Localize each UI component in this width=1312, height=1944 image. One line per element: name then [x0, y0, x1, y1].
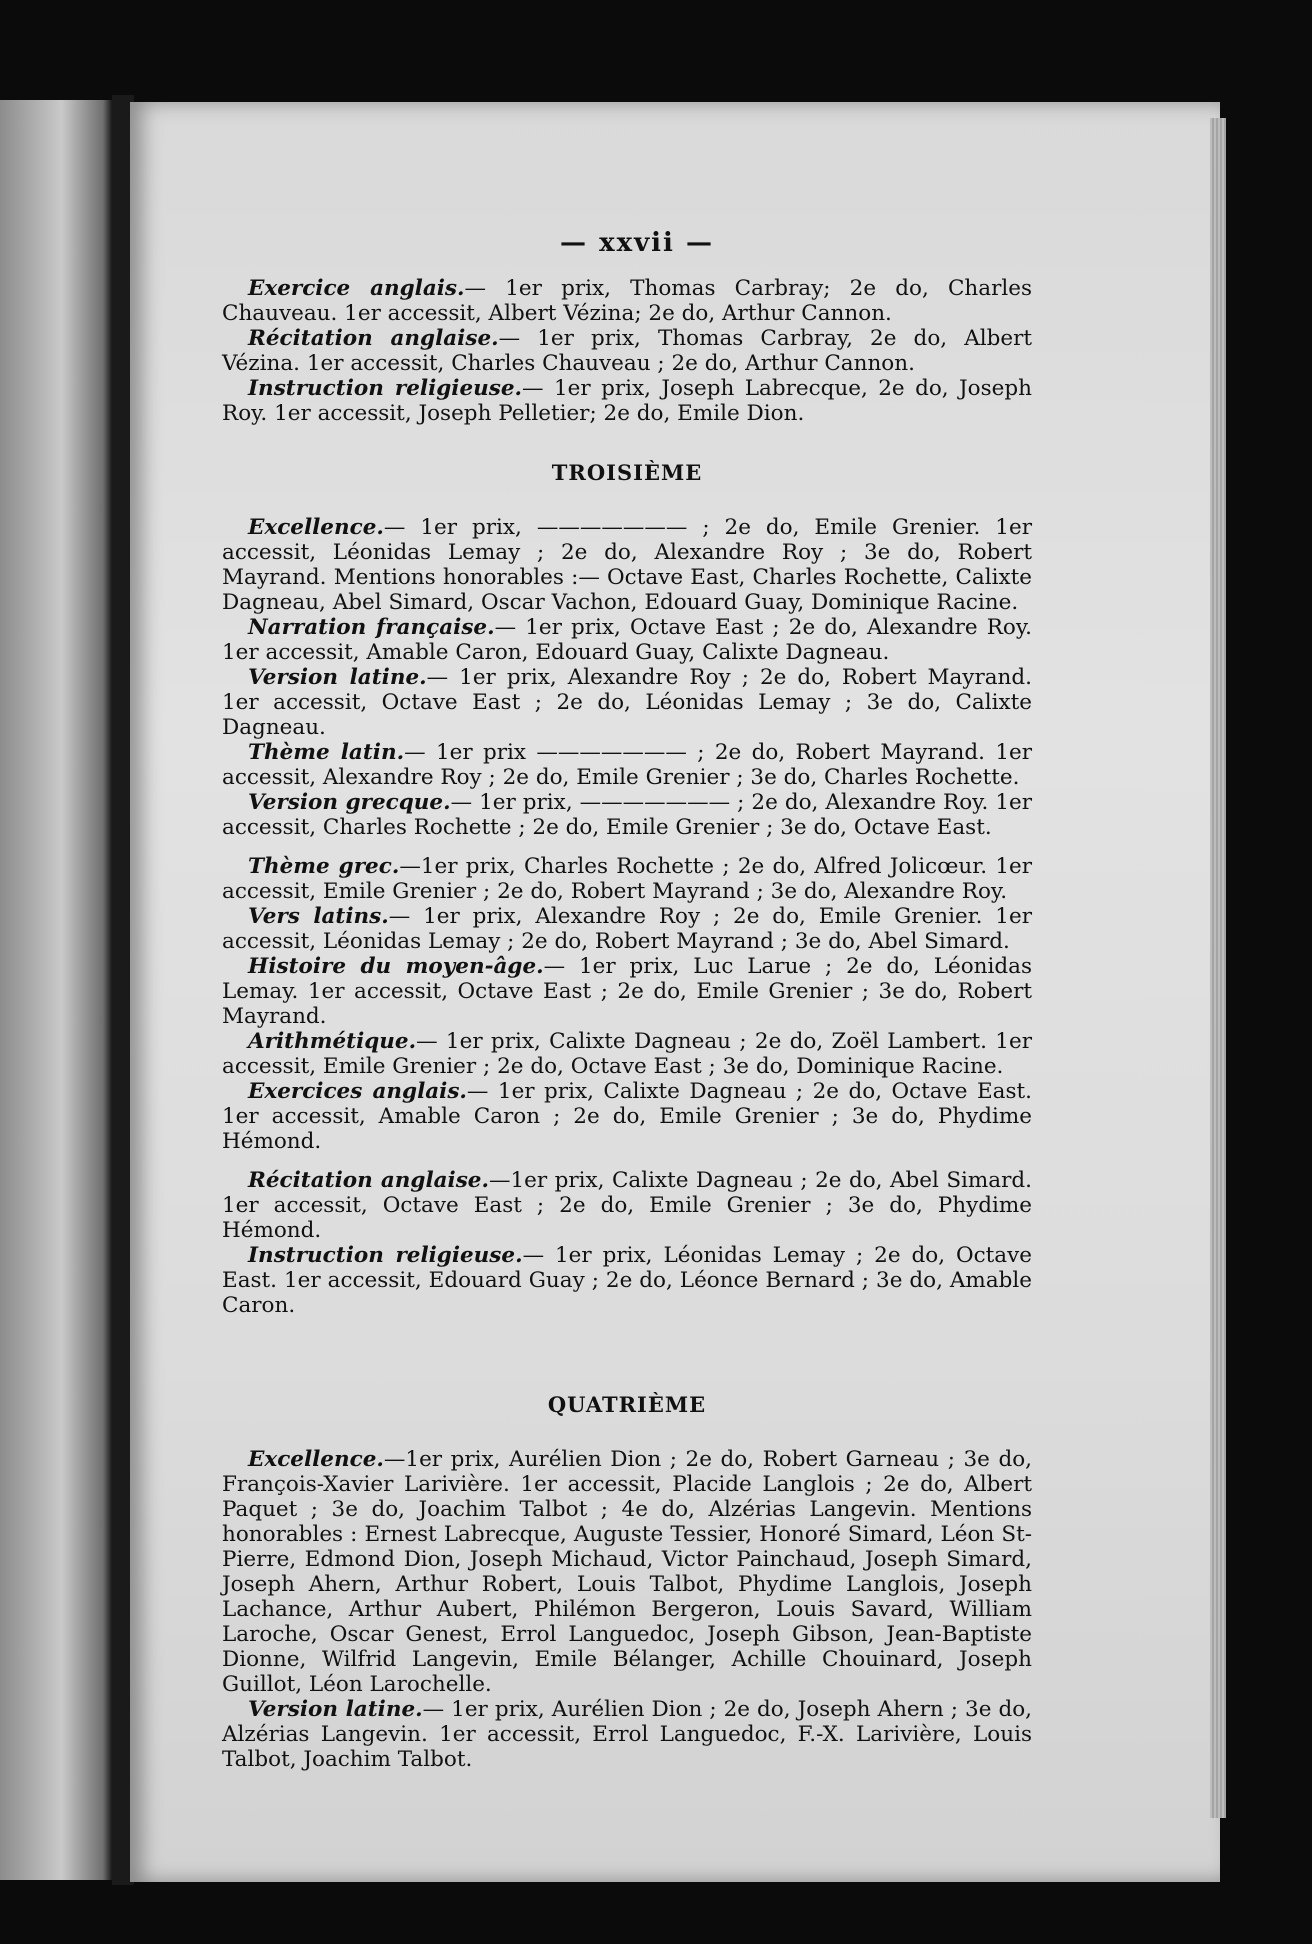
subject-label: Histoire du moyen-âge. — [248, 954, 544, 979]
prize-text: —1er prix, Calixte Dagneau ; 2e do, Abel Simard. 1er accessit, Octave East ; 2e do, Emile Grenier ; 3e do, Phydime Hémond. — [222, 1168, 1032, 1243]
subject-label: Thème grec. — [248, 854, 400, 879]
prize-entry — [222, 276, 1032, 326]
prize-entry — [222, 854, 1032, 904]
subject-label: Version latine. — [248, 665, 427, 690]
page-number: — xxvii — — [560, 228, 714, 258]
section-title-troisieme: TROISIÈME — [551, 460, 703, 485]
subject-label: Récitation anglaise. — [248, 326, 499, 351]
prize-entry — [222, 1243, 1032, 1318]
prize-text: — 1er prix, ——————— ; 2e do, Emile Grenier. 1er accessit, Léonidas Lemay ; 2e do, Alexandre Roy ; 3e do, Robert Mayrand. Mentions honorables :— Octave East, Charles Rochette, Calixte Dagneau, Abel Simard, Oscar Vachon, Edouard Guay, Dominique Racine. — [222, 515, 1032, 615]
prize-entry — [222, 1447, 1032, 1697]
prize-entry — [222, 376, 1032, 426]
prize-text: — 1er prix, Alexandre Roy ; 2e do, Emile Grenier. 1er accessit, Léonidas Lemay ; 2e do, Robert Mayrand ; 3e do, Abel Simard. — [222, 904, 1032, 954]
subject-label: Version grecque. — [248, 790, 451, 815]
prize-entry — [222, 515, 1032, 615]
subject-label: Excellence. — [248, 1447, 384, 1472]
prize-text: — 1er prix, Joseph Labrecque, 2e do, Joseph Roy. 1er accessit, Joseph Pelletier; 2e do, Emile Dion. — [222, 376, 1032, 426]
section-previous-class — [222, 276, 1032, 426]
prize-entry — [222, 1697, 1032, 1772]
prize-text: — 1er prix, Léonidas Lemay ; 2e do, Octave East. 1er accessit, Edouard Guay ; 2e do, Léonce Bernard ; 3e do, Amable Caron. — [222, 1243, 1032, 1318]
page-stack-edge — [1210, 118, 1226, 1818]
prize-text: — 1er prix, Thomas Carbray, 2e do, Albert Vézina. 1er accessit, Charles Chauveau ; 2e do, Arthur Cannon. — [222, 326, 1033, 376]
prize-text: — 1er prix, Calixte Dagneau ; 2e do, Zoël Lambert. 1er accessit, Emile Grenier ; 2e do, Octave East ; 3e do, Dominique Racine. — [222, 1029, 1032, 1079]
subject-label: Instruction religieuse. — [248, 376, 523, 401]
subject-label: Exercices anglais. — [248, 1079, 467, 1104]
prize-text: — 1er prix, Calixte Dagneau ; 2e do, Octave East. 1er accessit, Amable Caron ; 2e do, Emile Grenier ; 3e do, Phydime Hémond. — [222, 1079, 1032, 1154]
subject-label: Exercice anglais. — [248, 276, 465, 301]
facing-page-edge — [0, 100, 112, 1880]
prize-text: —1er prix, Charles Rochette ; 2e do, Alfred Jolicœur. 1er accessit, Emile Grenier ; 2e do, Robert Mayrand ; 3e do, Alexandre Roy. — [222, 854, 1033, 904]
section-quatrieme — [222, 1447, 1032, 1772]
subject-label: Narration française. — [248, 615, 495, 640]
prize-entry — [222, 904, 1032, 954]
subject-label: Instruction religieuse. — [248, 1243, 523, 1268]
subject-label: Version latine. — [248, 1697, 423, 1722]
prize-text: — 1er prix, Octave East ; 2e do, Alexandre Roy. 1er accessit, Amable Caron, Edouard Guay, Calixte Dagneau. — [222, 615, 1032, 665]
prize-text: — 1er prix, Luc Larue ; 2e do, Léonidas Lemay. 1er accessit, Octave East ; 2e do, Emile Grenier ; 3e do, Robert Mayrand. — [222, 954, 1032, 1029]
prize-text: —1er prix, Aurélien Dion ; 2e do, Robert Garneau ; 3e do, François-Xavier Larivière. 1er accessit, Placide Langlois ; 2e do, Albert Paquet ; 3e do, Joachim Talbot ; 4e do, Alzérias Langevin. Mentions honorables : Ernest Labrecque, Auguste Tessier, Honoré Simard, Léon St-Pierre, Edmond Dion, Joseph Michaud, Victor Painchaud, Joseph Simard, Joseph Ahern, Arthur Robert, Louis Talbot, Phydime Langlois, Joseph Lachance, Arthur Aubert, Philémon Bergeron, Louis Savard, William Laroche, Oscar Genest, Errol Languedoc, Joseph Gibson, Jean-Baptiste Dionne, Wilfrid Langevin, Emile Bélanger, Achille Chouinard, Joseph Guillot, Léon Larochelle. — [222, 1447, 1032, 1697]
prize-text: — 1er prix, Thomas Carbray; 2e do, Charles Chauveau. 1er accessit, Albert Vézina; 2e do, Arthur Cannon. — [222, 276, 1032, 326]
subject-label: Excellence. — [248, 515, 384, 540]
prize-text: — 1er prix, Alexandre Roy ; 2e do, Robert Mayrand. 1er accessit, Octave East ; 2e do, Léonidas Lemay ; 3e do, Calixte Dagneau. — [222, 665, 1032, 740]
prize-entry — [222, 665, 1032, 740]
subject-label: Récitation anglaise. — [248, 1168, 489, 1193]
subject-label: Thème latin. — [248, 740, 405, 765]
prize-text: — 1er prix ——————— ; 2e do, Robert Mayrand. 1er accessit, Alexandre Roy ; 2e do, Emile Grenier ; 3e do, Charles Rochette. — [222, 740, 1032, 790]
prize-entry — [222, 1029, 1032, 1079]
page-content — [222, 228, 1032, 1772]
subject-label: Vers latins. — [248, 904, 389, 929]
section-title-quatrieme: QUATRIÈME — [547, 1392, 707, 1417]
prize-text: — 1er prix, Aurélien Dion ; 2e do, Joseph Ahern ; 3e do, Alzérias Langevin. 1er accessit, Errol Languedoc, F.-X. Larivière, Louis Talbot, Joachim Talbot. — [222, 1697, 1032, 1772]
prize-entry — [222, 740, 1032, 790]
subject-label: Arithmétique. — [248, 1029, 417, 1054]
prize-entry — [222, 326, 1032, 376]
prize-entry — [222, 1079, 1032, 1154]
prize-entry — [222, 954, 1032, 1029]
section-troisieme — [222, 515, 1032, 1318]
prize-text: — 1er prix, ——————— ; 2e do, Alexandre Roy. 1er accessit, Charles Rochette ; 2e do, Emile Grenier ; 3e do, Octave East. — [222, 790, 1032, 840]
prize-entry — [222, 615, 1032, 665]
prize-entry — [222, 790, 1032, 840]
prize-entry — [222, 1168, 1032, 1243]
